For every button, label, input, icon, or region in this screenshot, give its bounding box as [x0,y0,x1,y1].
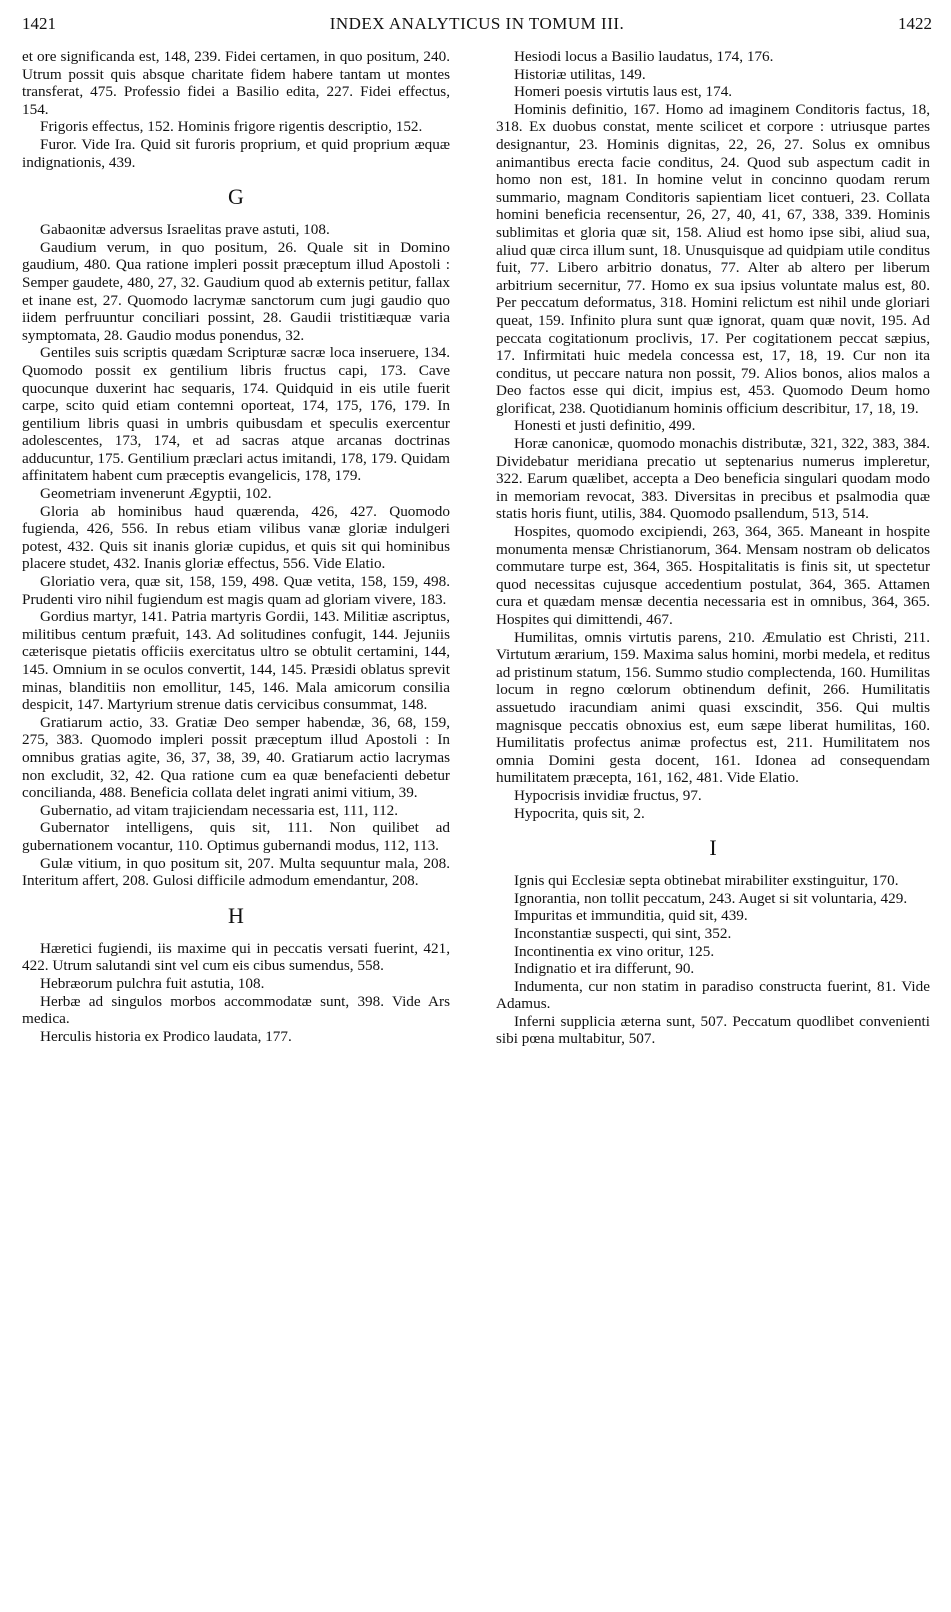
index-entry: Gordius martyr, 141. Patria martyris Gordii, 143. Militiæ ascriptus, militibus centum præfuit, 143. Ad solitudines confugit, 144. Jejuniis cæterisque pietatis officiis exercitatus ultro se obtulit certamini, 144, 145. Omnium in se oculos convertit, 144, 145. Præsidi oblatus sprevit minas, blanditiis non emollitur, 145, 146. Mala amicorum consilia despicit, 147. Martyrium strenue datis cervicibus consummat, 148. [22,608,450,714]
index-entry: Hesiodi locus a Basilio laudatus, 174, 176. [514,48,774,65]
section-letter-g: G [228,184,244,210]
right-column [496,48,930,1048]
section-letter-i: I [709,835,717,861]
section-letter-h: H [228,902,244,928]
page-number-left: 1421 [22,14,56,33]
index-entry: Impuritas et immunditia, quid sit, 439. [514,907,748,925]
index-entry: Gloria ab hominibus haud quærenda, 426, 427. Quomodo fugienda, 426, 556. In rebus etiam vilibus vanæ gloriæ indulgeri potest, 432. Quis sit inanis gloriæ cupidus, et quis sit qui hominibus placere studet, 432. Inanis gloriæ effectus, 556. Vide Elatio. [22,502,450,573]
index-entry: Hospites, quomodo excipiendi, 263, 364, 365. Maneant in hospite monumenta mensæ Christianorum, 364. Mensam nostram ob delicatos commutare turpe est, 364, 365. Hospitalitatis is finis sit, ut spectetur quod necessitas cujusque accedentium postulat, 364, 365. Attamen cura et quædam mensæ decentia necessaria est in omnibus, 364, 365. Hospites qui dimittendi, 467. [496,523,930,628]
index-entry: Ignis qui Ecclesiæ septa obtinebat mirabiliter exstinguitur, 170. [514,872,899,890]
index-entry: Historiæ utilitas, 149. [514,65,646,83]
index-entry: Ignorantia, non tollit peccatum, 243. Auget si sit voluntaria, 429. [514,889,908,907]
index-entry: Gubernator intelligens, quis sit, 111. Non quilibet ad gubernationem vocantur, 110. Optimus gubernandi modus, 112, 113. [22,819,450,854]
index-entry: Gratiarum actio, 33. Gratiæ Deo semper habendæ, 36, 68, 159, 275, 383. Quomodo impleri possit præceptum illud Apostoli : In omnibus gratias agite, 36, 37, 38, 39, 40. Gratiarum actio lacrymas non excludit, 32, 42. Qua ratione cum ea quæ benefacienti debetur concilianda, 488. Beneficia collata delet ingrati animi vitium, 39. [22,713,450,802]
left-column [22,48,450,1045]
index-entry: Frigoris effectus, 152. Hominis frigore rigentis descriptio, 152. [40,118,423,136]
index-entry: Hominis definitio, 167. Homo ad imaginem Conditoris factus, 18, 318. Ex duobus constat, mente scilicet et corpore : utriusque partes designantur, 23. Hominis dignitas, 22, 26, 27. Solus ex omnibus animantibus erecta facie conditus, 24. Quod sub aspectum cadit in homo non est, 181. In homine velut in concinno quodam rerum summario, magnam Conditoris sapientiam licet contueri, 23. Collata homini beneficia recensentur, 26, 27, 40, 41, 67, 338, 339. Hominis sublimitas et gloria quæ sit, 158. Aliud est homo ipse sibi, aliud sua, aliud quæ circa illum sunt, 18. Unusquisque ad quidpiam utile conditus fuit, 77. Libero arbitrio donatus, 77. Alter ab altero per liberum arbitrium secernitur, 77. Homo ex sua ipsius voluntate malus est, 80. Per peccatum deformatus, 318. Homini relictum est nihil unde gloriari queat, 159. Infinito plura sunt quæ ignorat, quam quæ novit, 195. Ad peccata cogitationum proclivis, 17. Per cogitationem peccat sæpius, 17. Infirmitati huic medela concessa est, 17, 18, 19. Cur non ita conditus, ut peccare natura non possit, 79. Alios bonos, alios malos a Deo factos esse qui dicit, impius est, 453. Quomodo Deum homo glorificat, 238. Quotidianum hominis officium describitur, 17, 18, 19. [496,100,930,417]
index-entry: Homeri poesis virtutis laus est, 174. [514,83,733,101]
index-entry: Inconstantiæ suspecti, qui sint, 352. [514,924,732,942]
index-entry: Inferni supplicia æterna sunt, 507. Peccatum quodlibet convenienti sibi pœna multabitur, 507. [496,1012,930,1048]
index-entry: Incontinentia ex vino oritur, 125. [514,942,715,960]
index-entry: Indumenta, cur non statim in paradiso constructa fuerint, 81. Vide Adamus. [496,977,930,1013]
index-entry: et ore significanda est, 148, 239. Fidei certamen, in quo positum, 240. Utrum possit quis absque charitate fidem habere tantam ut montes transferat, 475. Professio fidei a Basilio edita, 227. Fidei effectus, 154. [22,48,450,118]
page-title: INDEX ANALYTICUS IN TOMUM III. [329,14,625,33]
index-entry: Gabaonitæ adversus Israelitas prave astuti, 108. [40,221,330,239]
index-entry: Hypocrita, quis sit, 2. [514,804,645,822]
index-entry: Honesti et justi definitio, 499. [514,417,696,435]
index-entry: Hebræorum pulchra fuit astutia, 108. [40,974,265,992]
index-entry: Geometriam invenerunt Ægyptii, 102. [40,485,272,503]
index-entry: Gaudium verum, in quo positum, 26. Quale sit in Domino gaudium, 480. Qua ratione impleri possit præceptum illud Apostoli : Semper gaudete, 480, 27, 32. Gaudium quod ab externis petitur, fallax et inane est, 27. Quomodo lacrymæ sanctorum cum jugi gaudio quo iidem perfruuntur conciliari possint, 28. Gaudii tristitiæquæ varia symptomata, 28. Gaudio modus ponendus, 32. [22,238,450,344]
index-entry: Gulæ vitium, in quo positum sit, 207. Multa sequuntur mala, 208. Interitum affert, 208. Gulosi difficile admodum emendantur, 208. [22,854,450,890]
index-entry: Furor. Vide Ira. Quid sit furoris proprium, et quid proprium æquæ indignationis, 439. [22,135,450,171]
index-entry: Gubernatio, ad vitam trajiciendam necessaria est, 111, 112. [40,801,399,819]
index-entry: Indignatio et ira differunt, 90. [514,960,695,978]
index-entry: Hæretici fugiendi, iis maxime qui in peccatis versati fuerint, 421, 422. Utrum salutandi sint vel cum eis cibus sumendus, 558. [22,939,450,975]
index-entry: Horæ canonicæ, quomodo monachis distributæ, 321, 322, 383, 384. Dividebatur meridiana precatio ut septenarius numerus impleretur, 322. Earum quælibet, accepta a Deo beneficia singulari quodam modo in memoriam revocat, 383. Diversitas in precibus et psalmodia quæ statis horis fiunt, utilis, 384. Quomodo psallendum, 513, 514. [496,435,930,523]
index-entry: Hypocrisis invidiæ fructus, 97. [514,786,702,804]
index-entry: Gloriatio vera, quæ sit, 158, 159, 498. Quæ vetita, 158, 159, 498. Prudenti viro nihil fugiendum est magis quam ad gloriam vivere, 183. [22,573,450,608]
index-entry: Humilitas, omnis virtutis parens, 210. Æmulatio est Christi, 211. Virtutum ærarium, 159. Maxima salus homini, morbi medela, et reditus ad pristinum statum, 156. Summo studio complectenda, 160. Humilitas locum in regno cœlorum obtinendum definit, 266. Humilitatis assuetudo iracundiam animi quasi exscindit, 356. Qui multis magnisque peccatis obnoxius est, eum sæpe liberat humilitas, 160. Humilitatis profectus animæ profectus est, 211. Humilitatem nos omnia Domini gesta docent, 161. Idonea ad consequendam humilitatem præcepta, 161, 162, 481. Vide Elatio. [496,628,930,787]
index-entry: Herbæ ad singulos morbos accommodatæ sunt, 398. Vide Ars medica. [22,992,450,1028]
page-number-right: 1422 [898,14,932,33]
page-header [22,14,932,36]
index-entry: Herculis historia ex Prodico laudata, 177. [40,1027,292,1045]
index-entry: Gentiles suis scriptis quædam Scripturæ sacræ loca inseruere, 134. Quomodo possit ex gentilium libris fructus capi, 173. Cave quocunque duxerint hac sequaris, 174. Quidquid in eis utile fuerit carpe, scito quid etiam contemni oporteat, 174, 175, 176, 179. In gentilium libris quasi in umbris quibusdam et speculis exercentur adolescentes, 173, 174, et ad sacras atque arcanas doctrinas adducuntur, 175. Gentilium præclari actus imitandi, 178, 179. Quidam affinitatem habent cum præceptis evangelicis, 178, 179. [22,344,450,485]
